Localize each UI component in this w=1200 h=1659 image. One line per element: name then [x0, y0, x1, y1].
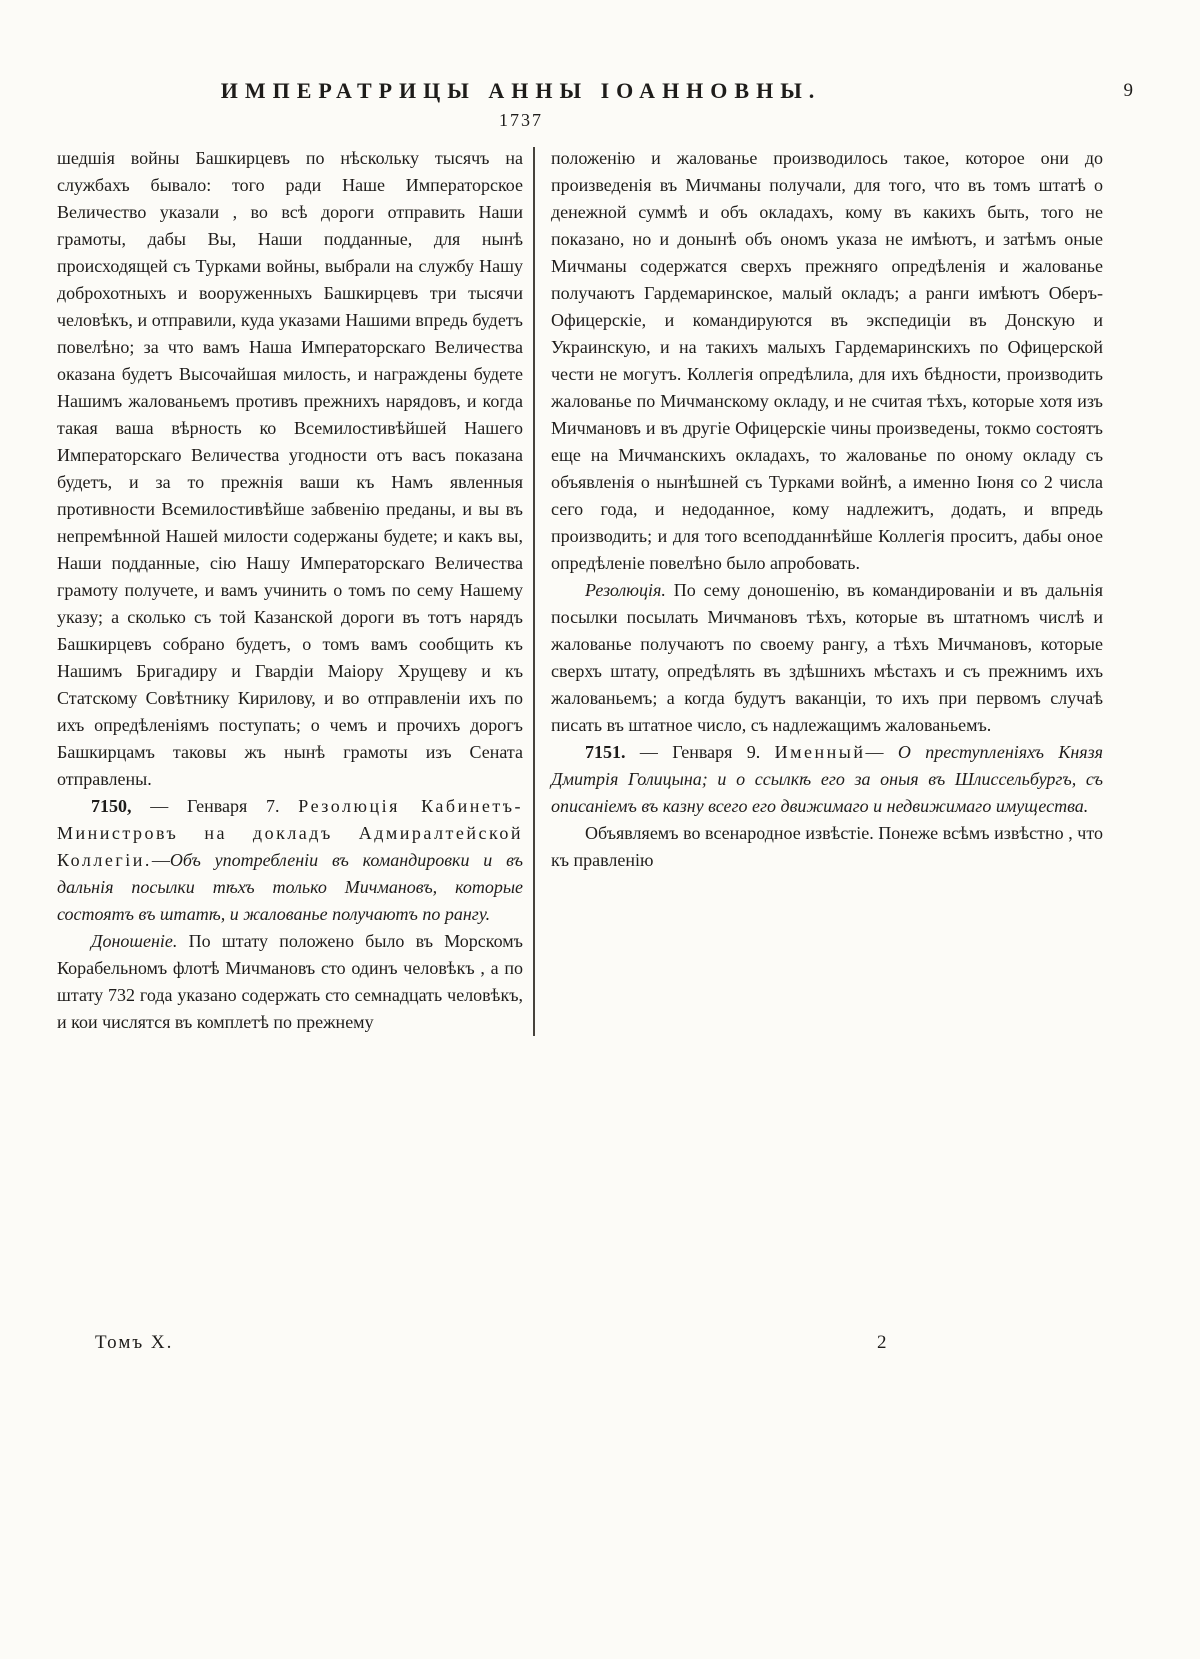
year-heading: 1737 [499, 110, 543, 130]
text-run: Доношеніе. [91, 931, 178, 951]
sheet-signature: 2 [877, 1332, 887, 1353]
text-run: По штату положено было въ Морскомъ Корабельномъ флотѣ Мичмановъ сто одинъ человѣкъ , а по штату 732 года указано содержать сто семнадцать человѣкъ, и кои числятся въ комплетѣ по прежнему [57, 931, 523, 1032]
text-run: — [865, 742, 898, 762]
running-header [57, 78, 1133, 108]
volume-signature: Томъ X. [95, 1332, 174, 1353]
text-run: — Генваря 7. [131, 796, 299, 816]
text-run: Резолюція. [585, 580, 666, 600]
text-run: 7151. [585, 742, 626, 762]
text-run: 7150, [91, 796, 132, 816]
column-divider [533, 147, 535, 1036]
text-run: Объявляемъ во всенародное извѣстіе. Понеже всѣмъ извѣстно , что къ правленію [551, 823, 1103, 870]
paragraph [551, 820, 1103, 874]
text-run: — [151, 850, 170, 870]
page-content [57, 78, 1133, 1036]
text-run: О преступленіяхъ Князя Дмитрія Голицына; и о ссылкѣ его за оныя въ Шлиссельбургъ, съ описаніемъ въ казну всего его движимаго и недвижимаго имущества. [551, 742, 1104, 816]
left-column [57, 145, 523, 1036]
text-run: Именный [774, 742, 866, 762]
text-run: положенію и жалованье производилось такое, которое они до произведенія въ Мичманы получали, для того, что въ томъ штатѣ о денежной суммѣ и объ окладахъ, кому въ какихъ быть, того не показано, но и донынѣ объ ономъ указа не имѣютъ, и затѣмъ оные Мичманы содержатся сверхъ прежняго опредѣленія и жалованье получаютъ Гардемаринское, малый окладъ; а ранги имѣютъ Оберъ-Офицерскіе, и командируются въ экспедиціи въ Донскую и Украинскую, и на такихъ малыхъ Гардемаринскихъ по Офицерской чести не могутъ. Коллегія опредѣлила, для ихъ бѣдности, производить жалованье по Мичманскому окладу, и не считая тѣхъ, которые хотя изъ Мичмановъ и въ другіе Офицерскіе чины произведены, токмо состоятъ еще на Мичманскихъ окладахъ, то жалованье по оному окладу съ объявленія о нынѣшней съ Турками войнѣ, а именно Іюня со 2 числа сего года, и недоданное, кому надлежитъ, додать, и впредь производить; и для того всеподданнѣйше Коллегія проситъ, дабы оное опредѣленіе повелѣно было апробовать. [551, 148, 1103, 573]
paragraph [57, 793, 523, 928]
text-run: Объ употребленіи въ командировки и въ дальнія посылки тѣхъ только Мичмановъ, которые состоятъ въ штатѣ, и жалованье получаютъ по рангу. [57, 850, 523, 924]
paragraph [551, 577, 1103, 739]
text-run: Резолюція Кабинетъ-Министровъ на докладъ Адмиралтейской Коллегіи. [57, 796, 524, 870]
text-columns [57, 145, 1115, 1036]
paragraph [551, 739, 1103, 820]
paragraph [551, 145, 1103, 577]
page-title: ИМПЕРАТРИЦЫ АННЫ ІОАННОВНЫ. [220, 78, 822, 103]
paragraph [57, 145, 523, 793]
text-run: По сему доношенію, въ командированіи и въ дальнія посылки посылать Мичмановъ тѣхъ, которые въ штатномъ числѣ и жалованье получаютъ по своему рангу, а тѣхъ Мичмановъ, которые сверхъ штату, опредѣлять въ здѣшнихъ мѣстахъ и съ прежнимъ ихъ жалованьемъ; а когда будутъ ваканціи, то ихъ при первомъ случаѣ писать въ штатное число, съ надлежащимъ жалованьемъ. [551, 580, 1103, 735]
right-column [551, 145, 1103, 1036]
page-number: 9 [1123, 80, 1133, 101]
text-run: — Генваря 9. [625, 742, 775, 762]
paragraph [57, 928, 523, 1036]
text-run: шедшія войны Башкирцевъ по нѣскольку тысячъ на службахъ бывало: того ради Наше Императорское Величество указали , во всѣ дороги отправить Наши грамоты, дабы Вы, Наши подданные, для нынѣ происходящей съ Турками войны, выбрали на службу Нашу доброхотныхъ и вооруженныхъ Башкирцевъ три тысячи человѣкъ, и отправили, куда указами Нашими впредь будетъ повелѣно; за что вамъ Наша Императорскаго Величества оказана будетъ Высочайшая милость, и награждены будете Нашимъ жалованьемъ противъ прежнихъ нарядовъ, и когда такая ваша вѣрность ко Всемилостивѣйшей Нашего Императорскаго Величества угодности отъ васъ показана будетъ, и за то прежнія ваши къ Намъ явленныя противности Всемилостивѣйше забвенію преданы, и вы въ непремѣнной Нашей милости содержаны будете; и какъ вы, Наши подданные, сію Нашу Императорскаго Величества грамоту получете, и вамъ учинить о томъ по сему Нашему указу; а сколько съ той Казанской дороги въ тотъ нарядъ Башкирцевъ собрано будетъ, о томъ вамъ сообщить къ Нашимъ Бригадиру и Гвардіи Маіору Хрущеву и къ Статскому Совѣтнику Кирилову, и во отправленіи ихъ по ихъ опредѣленіямъ поступать; о чемъ и прочихъ дорогъ Башкирцамъ таковы жъ нынѣ грамоты изъ Сената отправлены. [57, 148, 523, 789]
